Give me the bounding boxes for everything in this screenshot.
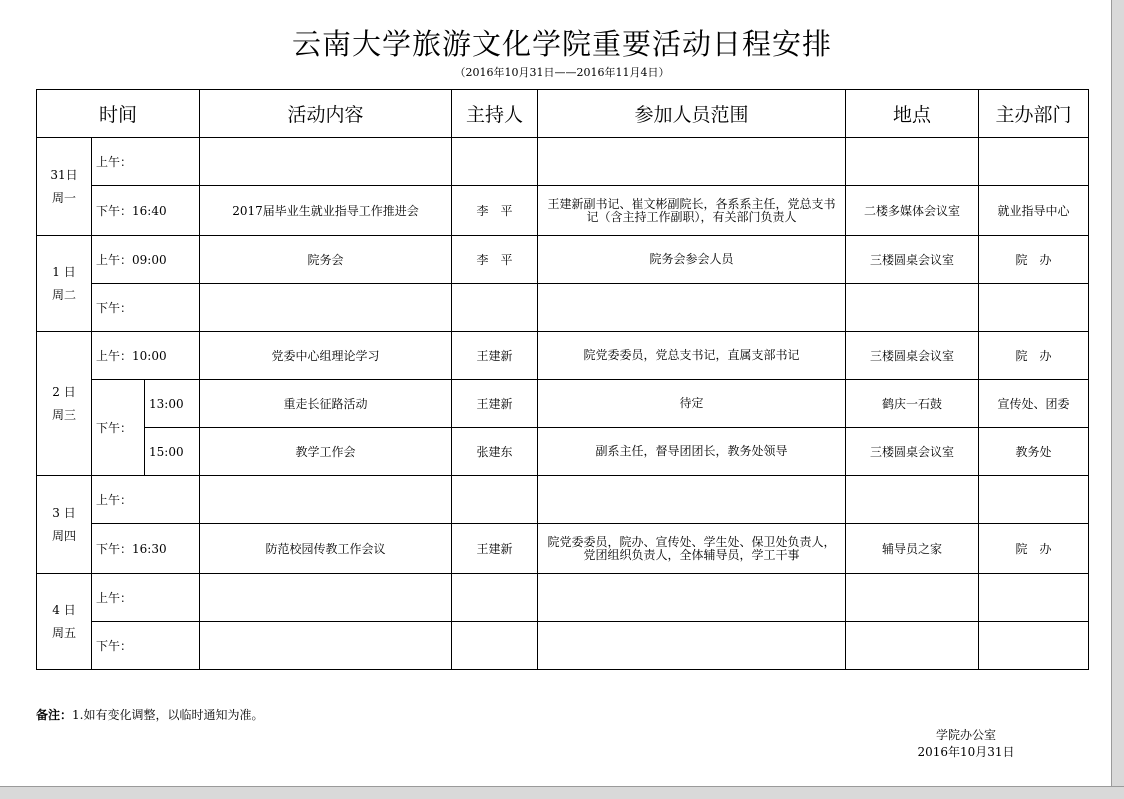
time-cell: 13:00 <box>145 380 200 428</box>
time-cell: 上午： <box>92 138 200 186</box>
signature-block <box>896 727 1036 761</box>
time-cell: 上午：09:00 <box>92 236 200 284</box>
day-weekday: 周五 <box>51 625 76 640</box>
host-cell <box>452 574 538 622</box>
table-row <box>37 622 1089 670</box>
location-cell <box>846 574 979 622</box>
content-cell: 院务会 <box>200 236 452 284</box>
location-cell: 三楼圆桌会议室 <box>846 428 979 476</box>
day-cell <box>37 138 92 236</box>
host-cell <box>452 284 538 332</box>
host-cell: 王建新 <box>452 524 538 574</box>
organizer-cell <box>979 138 1089 186</box>
participants-cell: 王建新副书记、崔文彬副院长，各系系主任，党总支书记（含主持工作副职），有关部门负责人 <box>538 186 846 236</box>
day-cell <box>37 332 92 476</box>
content-cell <box>200 574 452 622</box>
content-cell: 重走长征路活动 <box>200 380 452 428</box>
time-cell: 上午： <box>92 476 200 524</box>
content-cell: 防范校园传教工作会议 <box>200 524 452 574</box>
location-cell: 辅导员之家 <box>846 524 979 574</box>
organizer-cell: 就业指导中心 <box>979 186 1089 236</box>
day-weekday: 周一 <box>51 190 76 205</box>
time-cell: 下午： <box>92 622 200 670</box>
time-cell: 上午： <box>92 574 200 622</box>
day-date: 2 日 <box>52 384 76 399</box>
content-cell: 党委中心组理论学习 <box>200 332 452 380</box>
host-cell: 王建新 <box>452 332 538 380</box>
content-cell <box>200 476 452 524</box>
content-cell <box>200 284 452 332</box>
header-content: 活动内容 <box>200 90 452 138</box>
host-cell <box>452 138 538 186</box>
participants-cell: 院党委委员，党总支书记，直属支部书记 <box>538 332 846 380</box>
host-cell <box>452 476 538 524</box>
participants-cell <box>538 574 846 622</box>
header-row <box>37 90 1089 138</box>
header-organizer: 主办部门 <box>979 90 1089 138</box>
location-cell <box>846 622 979 670</box>
time-cell: 15:00 <box>145 428 200 476</box>
organizer-cell: 教务处 <box>979 428 1089 476</box>
organizer-cell <box>979 284 1089 332</box>
host-cell: 李 平 <box>452 236 538 284</box>
host-cell <box>452 622 538 670</box>
remarks <box>36 706 263 723</box>
organizer-cell <box>979 622 1089 670</box>
day-date: 3 日 <box>52 505 76 520</box>
schedule-table <box>36 89 1089 670</box>
day-cell <box>37 476 92 574</box>
location-cell <box>846 476 979 524</box>
organizer-cell <box>979 476 1089 524</box>
table-row <box>37 476 1089 524</box>
page-title: 云南大学旅游文化学院重要活动日程安排 <box>291 27 832 61</box>
time-cell: 下午：16:30 <box>92 524 200 574</box>
day-weekday: 周二 <box>51 287 76 302</box>
content-cell: 教学工作会 <box>200 428 452 476</box>
table-row <box>37 138 1089 186</box>
table-row <box>37 524 1089 574</box>
content-cell <box>200 622 452 670</box>
host-cell: 张建东 <box>452 428 538 476</box>
organizer-cell: 院 办 <box>979 524 1089 574</box>
table-row <box>37 236 1089 284</box>
organizer-cell: 院 办 <box>979 332 1089 380</box>
afternoon-label-cell: 下午： <box>92 380 145 476</box>
organizer-cell: 院 办 <box>979 236 1089 284</box>
office-name: 学院办公室 <box>935 728 996 742</box>
participants-cell <box>538 284 846 332</box>
location-cell <box>846 138 979 186</box>
time-cell: 上午：10:00 <box>92 332 200 380</box>
table-row <box>37 284 1089 332</box>
participants-cell: 院务会参会人员 <box>538 236 846 284</box>
header-location: 地点 <box>846 90 979 138</box>
day-date: 31日 <box>50 167 78 182</box>
location-cell: 二楼多媒体会议室 <box>846 186 979 236</box>
content-cell <box>200 138 452 186</box>
participants-cell: 待定 <box>538 380 846 428</box>
location-cell <box>846 284 979 332</box>
header-host: 主持人 <box>452 90 538 138</box>
table-row <box>37 428 1089 476</box>
header-time: 时间 <box>37 90 200 138</box>
table-row <box>37 186 1089 236</box>
location-cell: 三楼圆桌会议室 <box>846 332 979 380</box>
host-cell: 王建新 <box>452 380 538 428</box>
table-row <box>37 332 1089 380</box>
day-weekday: 周三 <box>51 407 76 422</box>
participants-cell: 副系主任，督导团团长，教务处领导 <box>538 428 846 476</box>
host-cell: 李 平 <box>452 186 538 236</box>
page-frame-bottom <box>0 786 1124 799</box>
day-date: 1 日 <box>52 264 76 279</box>
page-frame-right <box>1111 0 1124 799</box>
time-cell: 下午： <box>92 284 200 332</box>
location-cell: 三楼圆桌会议室 <box>846 236 979 284</box>
remarks-text: 1.如有变化调整，以临时通知为准。 <box>72 708 264 722</box>
page-subtitle: （2016年10月31日——2016年11月4日） <box>454 66 670 79</box>
location-cell: 鹤庆一石鼓 <box>846 380 979 428</box>
time-cell: 下午：16:40 <box>92 186 200 236</box>
organizer-cell: 宣传处、团委 <box>979 380 1089 428</box>
day-cell <box>37 236 92 332</box>
table-row <box>37 380 1089 428</box>
organizer-cell <box>979 574 1089 622</box>
participants-cell <box>538 138 846 186</box>
header-participants: 参加人员范围 <box>538 90 846 138</box>
day-cell <box>37 574 92 670</box>
issue-date: 2016年10月31日 <box>917 745 1015 759</box>
participants-cell <box>538 476 846 524</box>
table-row <box>37 574 1089 622</box>
participants-cell: 院党委委员，院办、宣传处、学生处、保卫处负责人，党团组织负责人，全体辅导员，学工干事 <box>538 524 846 574</box>
day-date: 4 日 <box>52 602 76 617</box>
content-cell: 2017届毕业生就业指导工作推进会 <box>200 186 452 236</box>
participants-cell <box>538 622 846 670</box>
day-weekday: 周四 <box>51 528 76 543</box>
remarks-label: 备注： <box>36 708 73 722</box>
